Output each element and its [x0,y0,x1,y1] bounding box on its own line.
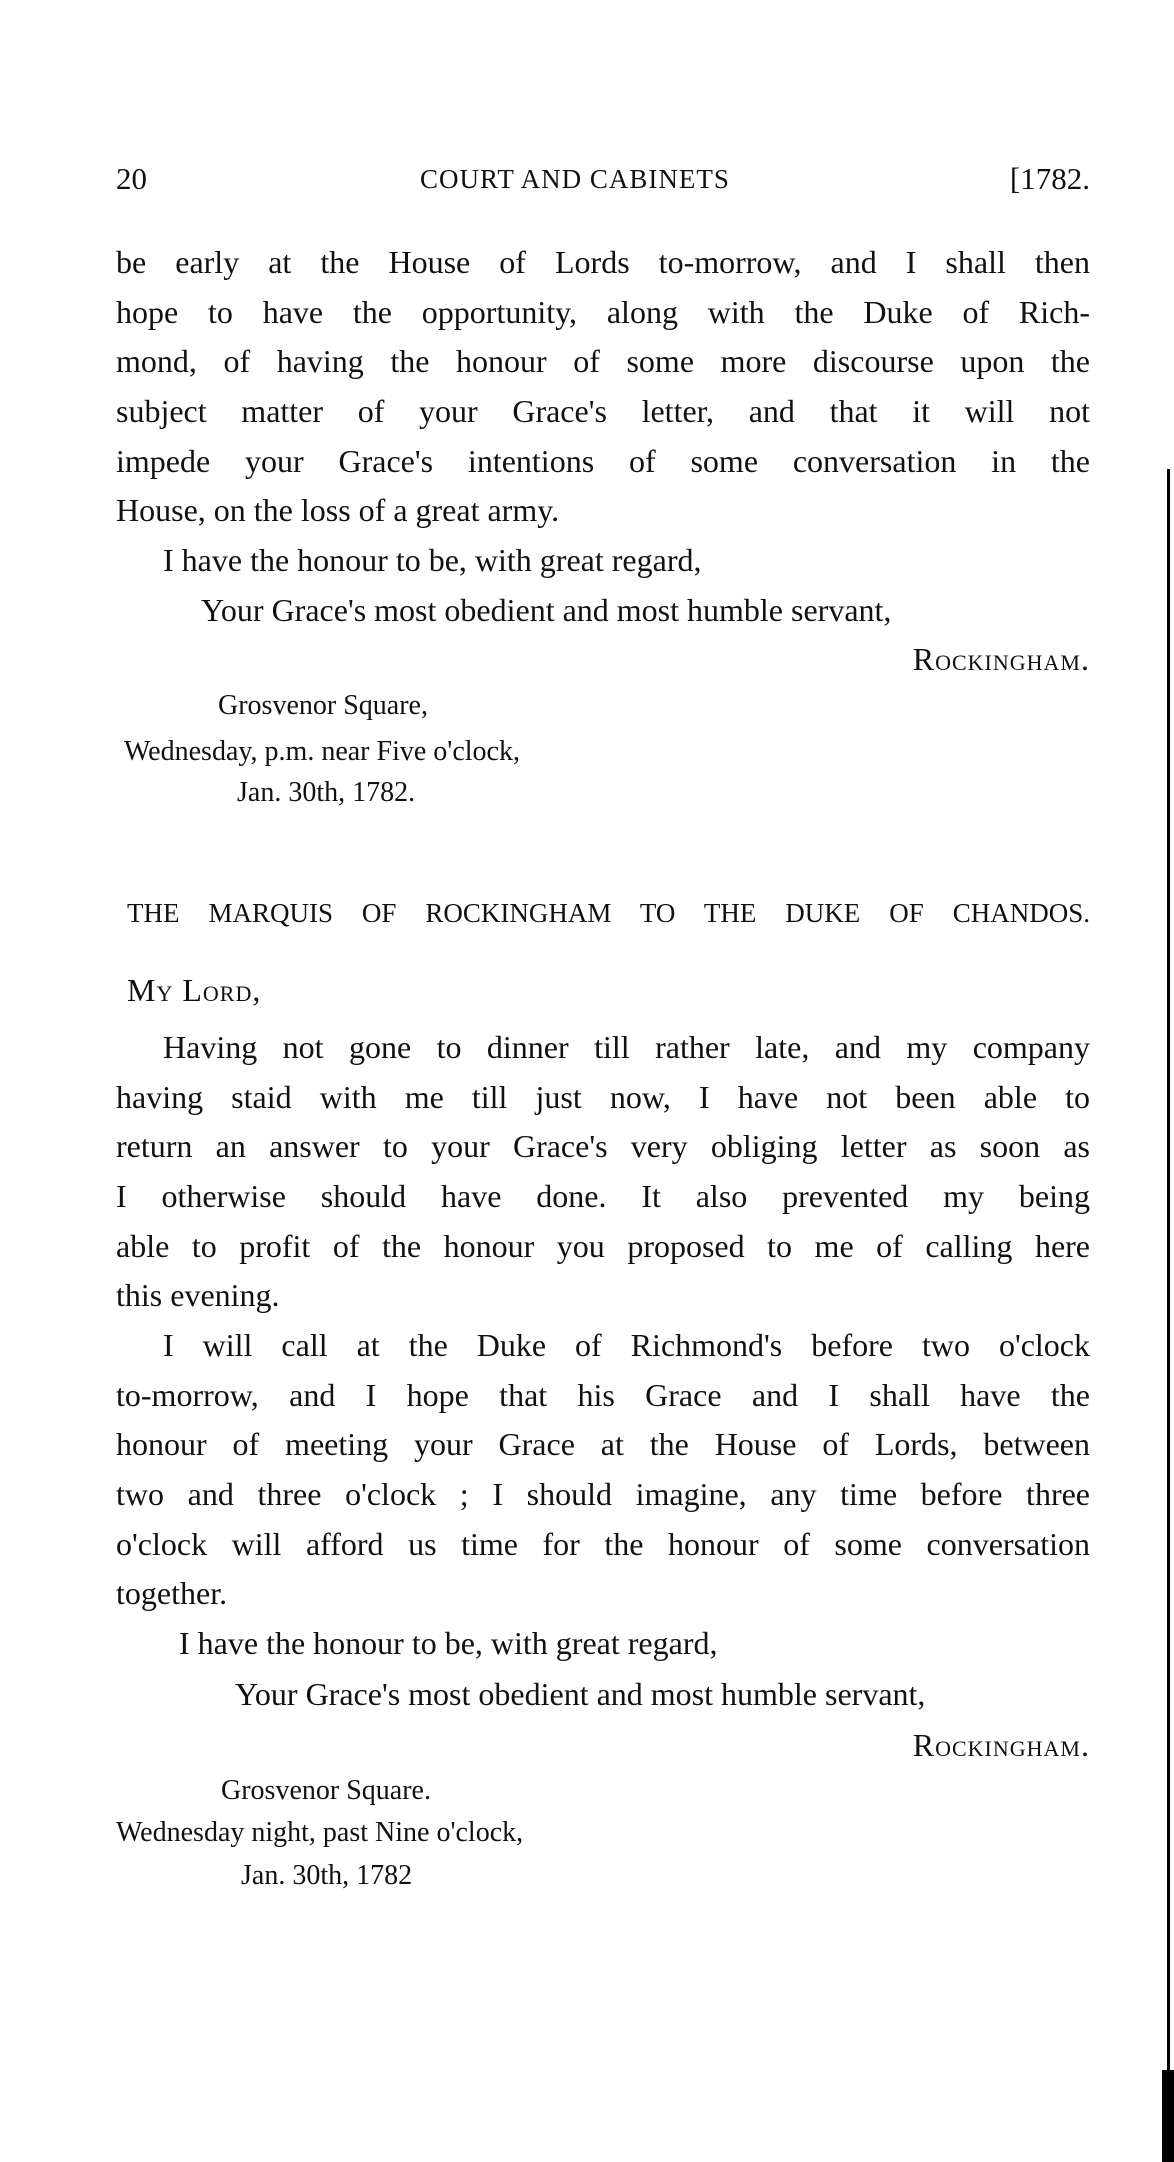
date: Jan. 30th, 1782. [237,777,416,808]
body-line: this evening. [116,1277,280,1313]
header-year: [1782. [1009,161,1090,196]
page-edge-shadow [1167,469,1170,2162]
place: Grosvenor Square, [218,690,428,721]
running-title: COURT AND CABINETS [420,164,730,194]
body-line: return an answer to your Grace's very obliging letter as soon as [116,1128,1090,1164]
closing-line: Your Grace's most obedient and most humble servant, [235,1676,926,1712]
body-line: impede your Grace's intentions of some conversation in the [116,443,1090,479]
time: Wednesday, p.m. near Five o'clock, [124,736,520,767]
body-line: able to profit of the honour you proposed to me of calling here [116,1228,1090,1264]
body-line: hope to have the opportunity, along with the Duke of Rich- [116,294,1090,330]
date: Jan. 30th, 1782 [241,1860,413,1891]
signature: Rockingham. [912,1727,1090,1763]
body-line: I will call at the Duke of Richmond's before two o'clock [163,1327,1090,1363]
body-line: I otherwise should have done. It also prevented my being [116,1178,1090,1214]
closing-line: I have the honour to be, with great regard, [163,542,702,578]
place: Grosvenor Square. [221,1775,431,1806]
body-line: mond, of having the honour of some more discourse upon the [116,343,1090,379]
body-line: be early at the House of Lords to-morrow, and I shall then [116,244,1090,280]
body-line: Having not gone to dinner till rather late, and my company [163,1029,1090,1065]
body-line: House, on the loss of a great army. [116,492,560,528]
body-line: together. [116,1575,228,1611]
salutation: My Lord, [127,972,262,1008]
body-line: subject matter of your Grace's letter, and that it will not [116,393,1090,429]
signature: Rockingham. [912,641,1090,677]
body-line: two and three o'clock ; I should imagine, any time before three [116,1476,1090,1512]
body-line: having staid with me till just now, I have not been able to [116,1079,1090,1115]
page-edge-shadow [1162,2070,1174,2162]
closing-line: I have the honour to be, with great regard, [179,1625,718,1661]
body-line: honour of meeting your Grace at the House of Lords, between [116,1426,1090,1462]
body-line: o'clock will afford us time for the honour of some conversation [116,1526,1090,1562]
page-number: 20 [116,161,147,196]
letter-title: THE MARQUIS OF ROCKINGHAM TO THE DUKE OF CHANDOS. [127,898,1090,928]
time: Wednesday night, past Nine o'clock, [116,1817,524,1848]
body-line: to-morrow, and I hope that his Grace and I shall have the [116,1377,1090,1413]
closing-line: Your Grace's most obedient and most humble servant, [201,592,892,628]
